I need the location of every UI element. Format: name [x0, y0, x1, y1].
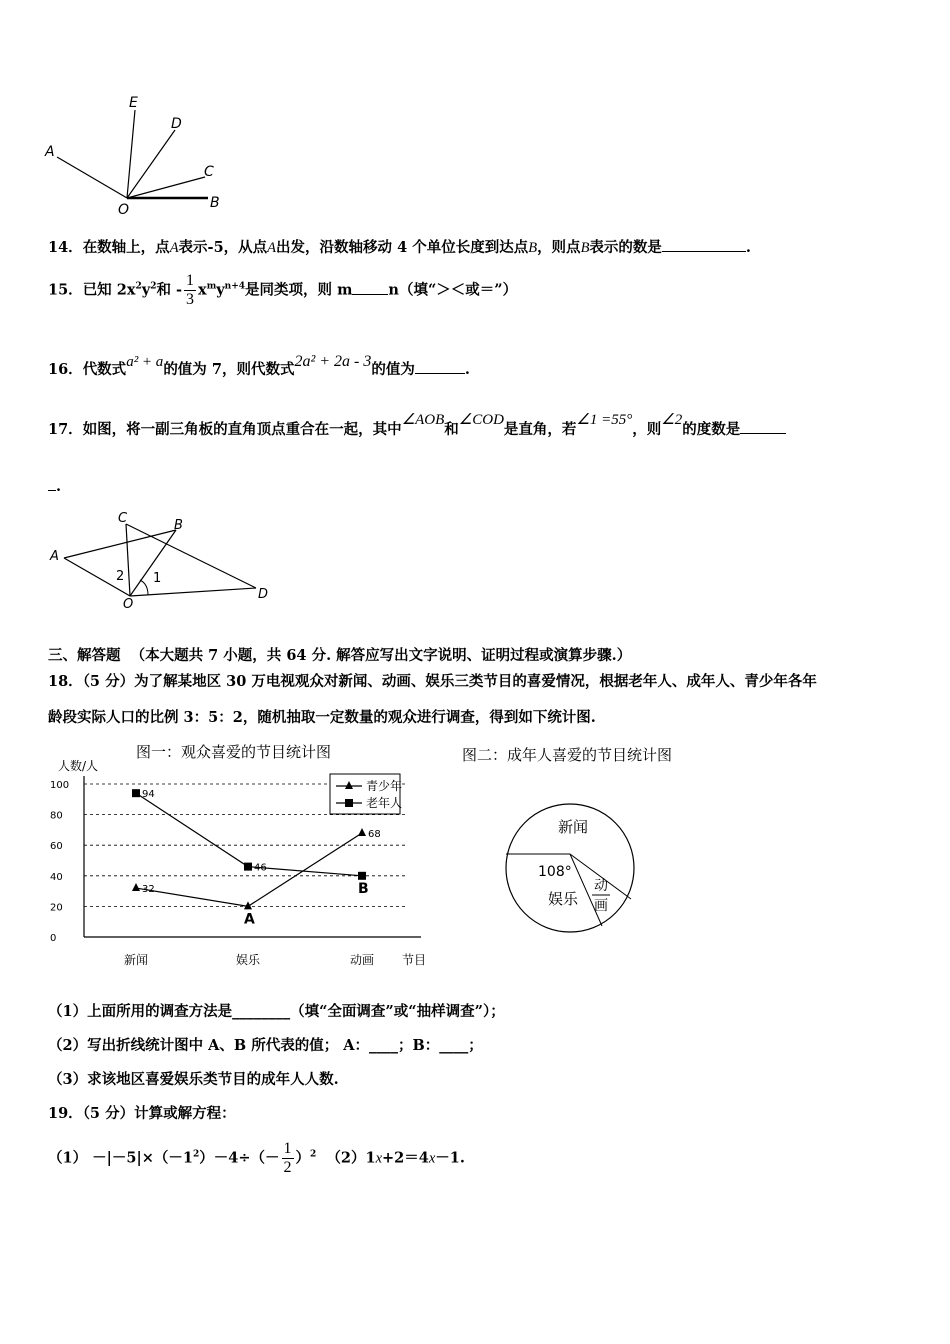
- label-c: C: [204, 164, 214, 180]
- question-19: 19．（5 分）计算或解方程：: [48, 1105, 236, 1122]
- legend-label-youth: 青少年: [366, 779, 403, 793]
- y-tick-label: 0: [50, 933, 57, 944]
- data-label: 32: [142, 884, 155, 896]
- chart2-title: 图二：成年人喜爱的节目统计图: [462, 746, 673, 764]
- label-o: O: [123, 597, 134, 608]
- x-tick-label: 新闻: [124, 953, 149, 967]
- pie-label-108: 108°: [538, 864, 572, 880]
- question-17-cont: .: [48, 478, 61, 495]
- answer-blank-17[interactable]: [740, 421, 786, 434]
- pie-chart: [456, 736, 726, 946]
- answer-blank-15[interactable]: [352, 282, 388, 295]
- fraction-one-half: $\frac{1}{2}$: [283, 1140, 292, 1176]
- data-point-square: [132, 789, 140, 797]
- question-18-line2: 龄段实际人口的比例 3：5：2，随机抽取一定数量的观众进行调查，得到如下统计图.: [48, 709, 596, 726]
- label-o: O: [118, 202, 130, 218]
- data-label: A: [244, 911, 255, 928]
- y-tick-label: 20: [50, 902, 63, 914]
- label-a: A: [45, 144, 55, 160]
- answer-blank-17-cont[interactable]: [48, 478, 56, 491]
- label-c: C: [118, 511, 128, 526]
- chart1-ylabel: 人数/人: [58, 759, 99, 773]
- label-2: 2: [116, 569, 125, 584]
- question-15: 15．已知 $2x^2y^2$和 - $\frac{1}{3}$ $x^my^{n+4}$是同类项，则 m n（填“＞＜或＝”）: [48, 272, 518, 308]
- legend-label-elderly: 老年人: [366, 796, 403, 810]
- data-label: 68: [368, 828, 381, 840]
- label-b: B: [210, 195, 220, 211]
- seg-cd: [126, 524, 256, 588]
- pie-label-entertainment: 娱乐: [548, 890, 579, 908]
- label-b: B: [174, 518, 183, 533]
- pie-label-animation-2: 画: [594, 898, 608, 914]
- chart1-xlabel: 节目: [402, 953, 427, 967]
- legend-marker-square: [345, 799, 353, 807]
- y-tick-label: 60: [50, 841, 63, 853]
- answer-blank-16[interactable]: [415, 361, 465, 374]
- y-tick-label: 80: [50, 810, 63, 822]
- label-e: E: [129, 95, 138, 111]
- data-point-square: [244, 863, 252, 871]
- seg-oc: [126, 524, 130, 596]
- ray-od: [127, 130, 175, 198]
- pie-label-news: 新闻: [558, 818, 589, 836]
- question-18-sub3: （3）求该地区喜爱娱乐类节目的成年人人数.: [48, 1071, 339, 1088]
- label-d: D: [171, 116, 182, 132]
- ray-oa: [57, 157, 127, 198]
- question-18-sub2: （2）写出折线统计图中 A、B 所代表的值； A：____；B：____；: [48, 1037, 483, 1054]
- line-chart: [46, 736, 446, 976]
- question-14: 14．在数轴上，点A表示-5，从点A出发，沿数轴移动 4 个单位长度到达点B，则点B表示的数是 .: [48, 239, 751, 256]
- section-3-header: 三、解答题 （本大题共 7 小题，共 64 分. 解答应写出文字说明、证明过程或演算步骤.）: [48, 647, 632, 664]
- angle-figure-1: [40, 92, 240, 222]
- question-19-problems: $(1) -|-5|\times(-1^2)-4\div(-$ $\frac{1}{2}$ ）$^2$ （2）1x+2＝4x－1.: [48, 1140, 465, 1176]
- y-tick-label: 100: [50, 780, 70, 791]
- seg-od: [130, 588, 256, 596]
- data-point-triangle: [358, 828, 366, 836]
- question-16: 16．代数式a² + a的值为 7，则代数式2a² + 2a - 3的值为 .: [48, 353, 470, 378]
- chart1-title: 图一：观众喜爱的节目统计图: [136, 743, 332, 761]
- data-label: B: [358, 880, 369, 897]
- x-tick-label: 娱乐: [236, 953, 261, 967]
- label-d: D: [258, 587, 269, 602]
- answer-blank-14[interactable]: [662, 239, 746, 252]
- data-label: 46: [254, 862, 267, 874]
- angle-arc-1: [140, 580, 148, 595]
- y-tick-label: 40: [50, 871, 63, 883]
- question-17: 17．如图，将一副三角板的直角顶点重合在一起，其中∠AOB和∠COD是直角，若∠1 =55°，则∠2的度数是: [48, 418, 786, 439]
- data-point-square: [358, 872, 366, 880]
- data-label: 94: [142, 789, 155, 801]
- triangle-figure-2: [44, 508, 284, 608]
- question-18-sub1: （1）上面所用的调查方法是________（填“全面调查”或“抽样调查”）；: [48, 1003, 505, 1020]
- label-1: 1: [153, 571, 162, 586]
- x-tick-label: 动画: [350, 953, 375, 967]
- ray-oe: [127, 110, 135, 198]
- pie-label-animation-1: 动: [594, 878, 608, 894]
- data-point-triangle: [132, 883, 140, 891]
- fraction-one-third: $\frac{1}{3}$: [186, 272, 195, 308]
- label-a: A: [50, 549, 59, 564]
- question-18-line1: 18．（5 分）为了解某地区 30 万电视观众对新闻、动画、娱乐三类节目的喜爱情况，根据老年人、成年人、青少年各年: [48, 673, 817, 690]
- ray-oc: [127, 177, 205, 198]
